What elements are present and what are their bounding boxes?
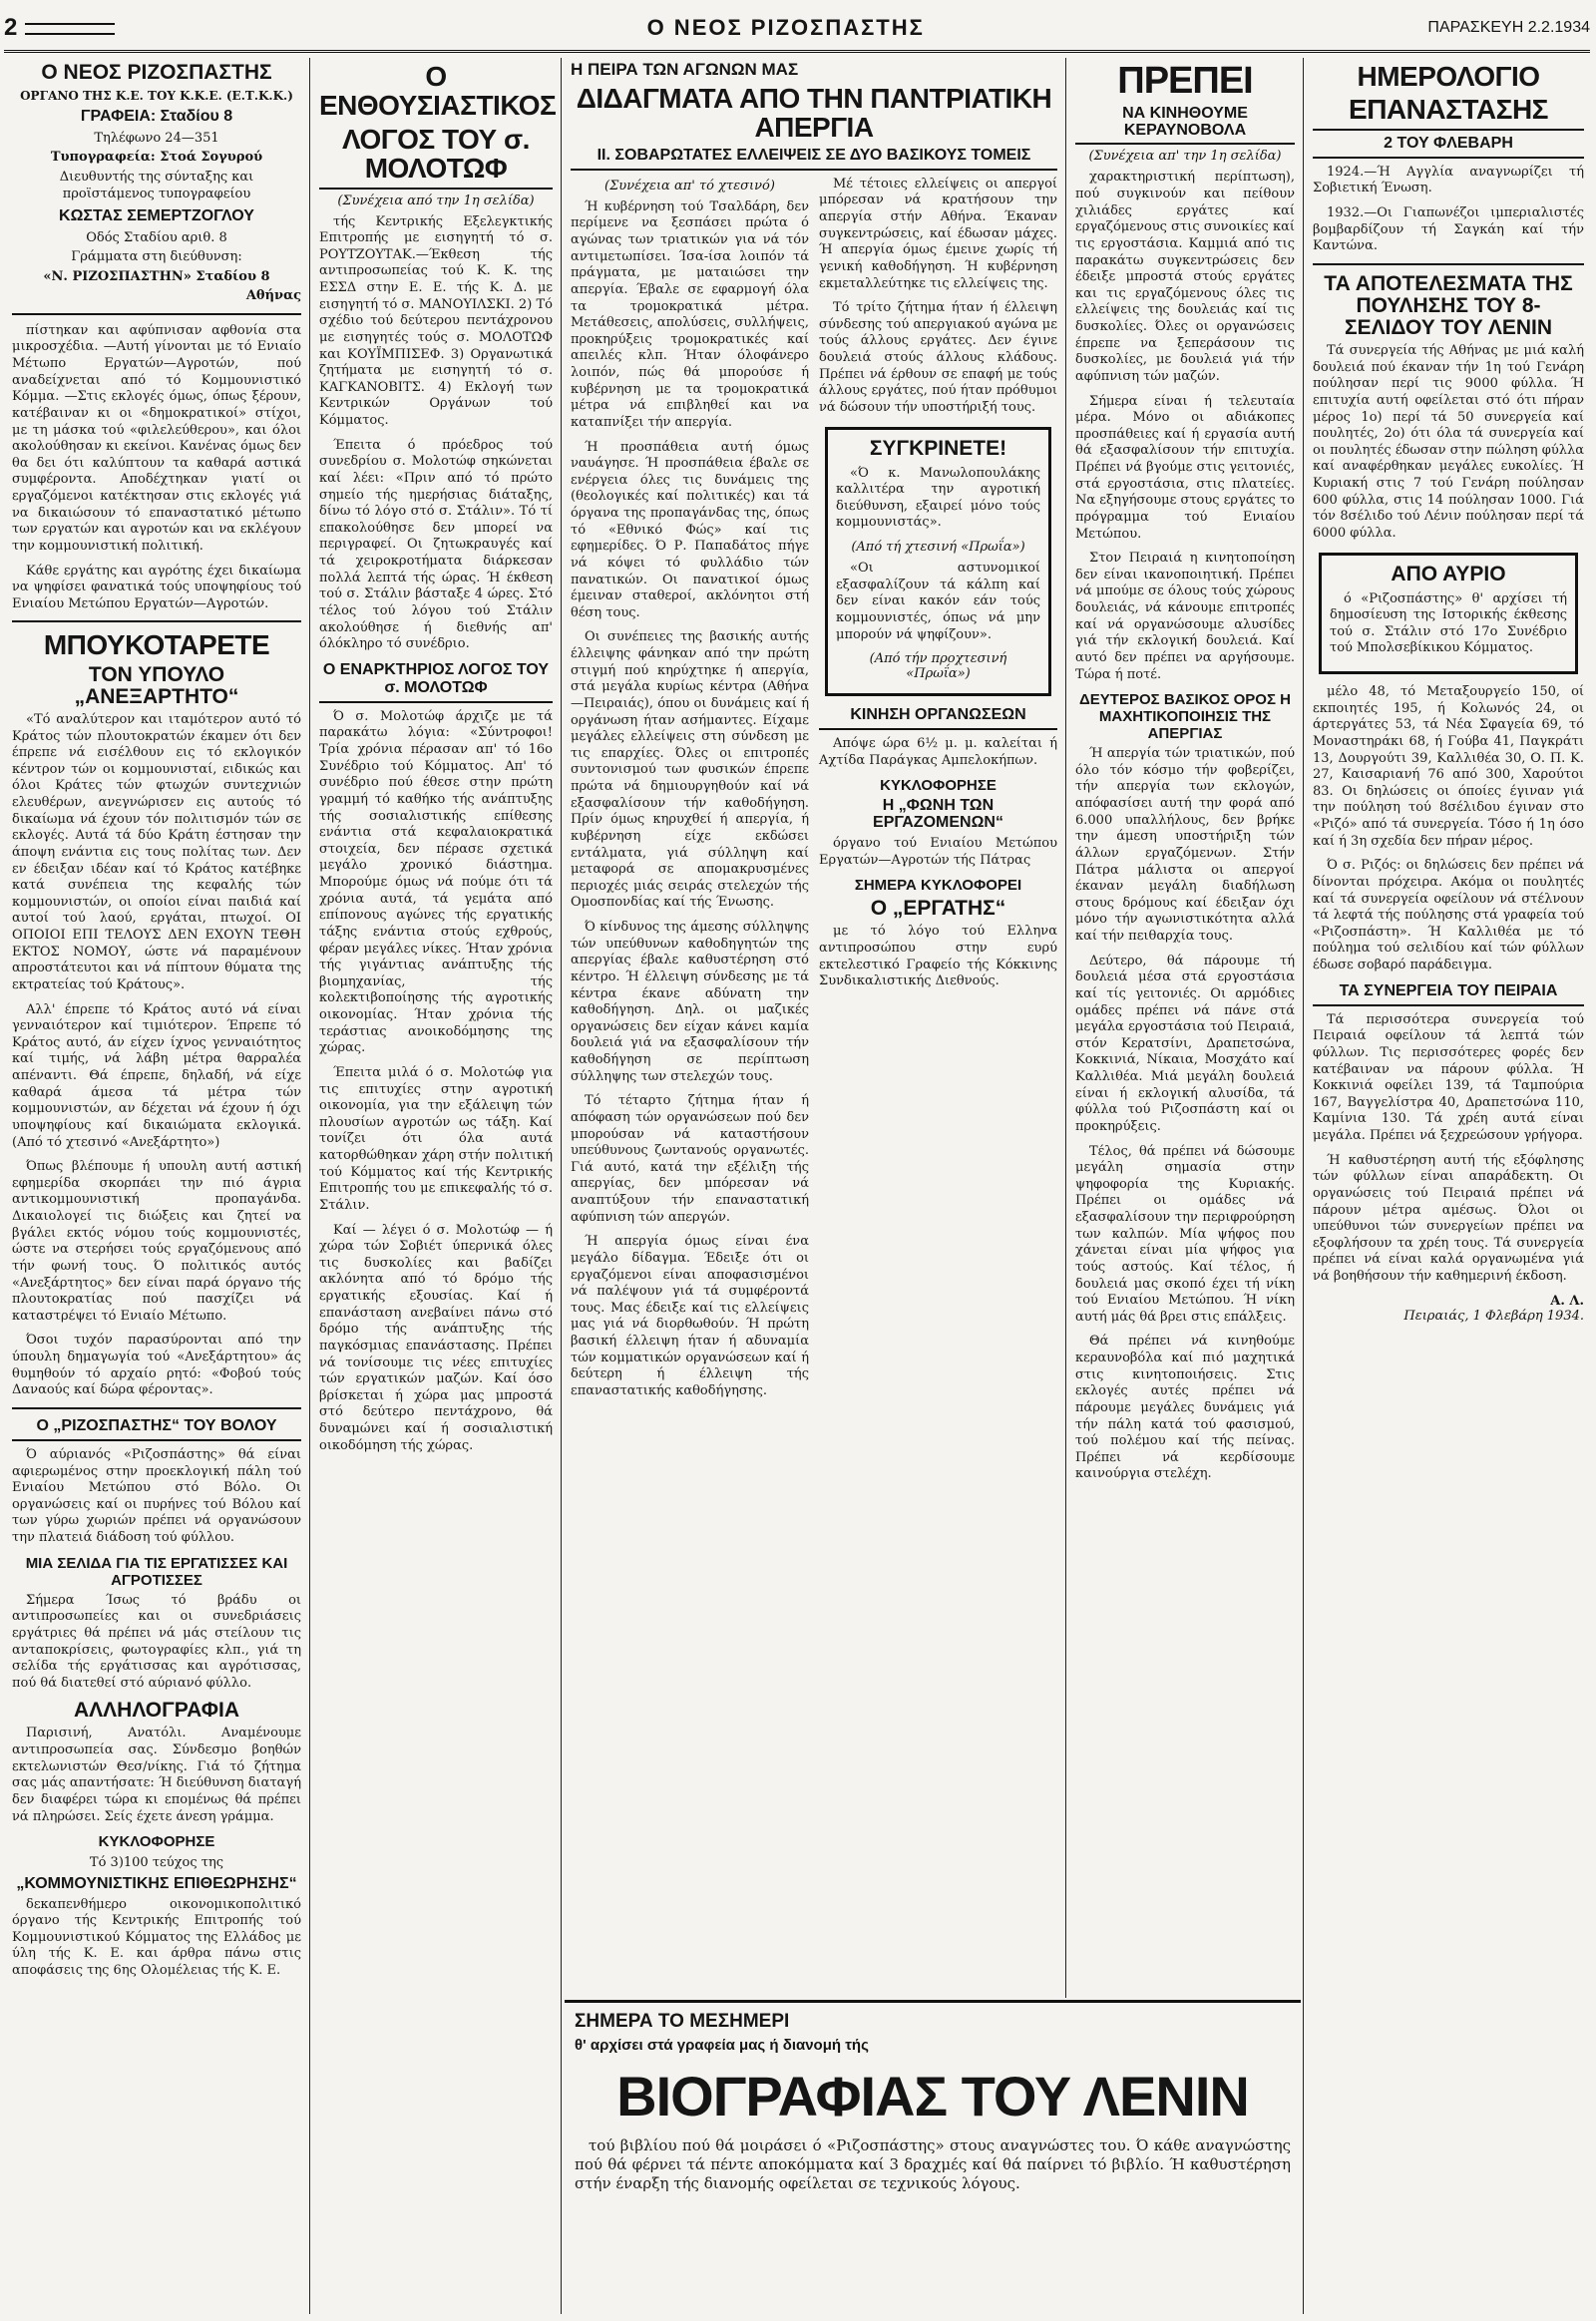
compare-box xyxy=(825,427,1051,697)
letters-headline: ΑΛΛΗΛΟΓΡΑΦΙΑ xyxy=(73,1699,240,1723)
article-text: Ό κίνδυνος της άμεσης σύλληψης τών υπεύθυνων καθοδηγητών της απεργίας έβαλε καθυστέρηση στό κέντρο. Ή έλλειψη σύνδεσης με τά κέντρα έκανε αδύνατη την καθοδήγηση. Δηλ. οι μαζικές οργανώσεις δεν είχαν κάνει καμία δουλειά γιά να εξασφαλίσουν τήν καθοδήγηση σε περίπτωση σύλληψης των στελεχών τους. xyxy=(571,920,809,1084)
paper-info-address: Οδός Σταδίου αριθ. 8 xyxy=(86,229,227,245)
column-2 xyxy=(313,58,559,2314)
divider xyxy=(12,313,301,315)
calendar-entry: 1932.—Οι Γιαπωνέζοι ιμπεριαλιστές βομβαρδίζουν τή Σαγκάη καί τήν Καντώνα. xyxy=(1313,205,1584,254)
quote-text: «Οι αστυνομικοί εξασφαλίζουν τά κάλπη καί δεν είναι κακόν εάν τούς κομμουνιστές, όπως νά μην μπορούν νά ψηφίζουν». xyxy=(836,561,1040,642)
announcement-text: τού βιβλίου πού θά μοιράσει ό «Ριζοσπάστης» στους αναγνώστες του. Ό κάθε αναγνώστης πού θά φέρνει τά πέντε αποκόμματα καί 3 δραχμές καί θά παίρνει τό βιβλίο. Ή καθυστέρηση στήν έναρξη τής διανομής οφείλεται σε τεχνικούς λόγους. xyxy=(575,2136,1291,2193)
calendar-headline: ΗΜΕΡΟΛΟΓΙΟ xyxy=(1357,61,1540,92)
article-text: Τά συνεργεία τής Αθήνας με μιά καλή δουλειά πού έκαναν τήν 1η τού Γενάρη πούλησαν περί τις 9000 φύλλα. Ή επιτυχία αυτή οφείλεται στό ότι πήραν μέρος 1ο) περί τά 50 συνεργεία καί πουλητές, 2ο) ότι όλα τά συνεργεία καί οι πουλητές έδωσαν στην πώληση φύλλα καί αναφέρθηκαν μεγάλες ευκολίες. Ή Κυριακή στις 7 τού Γενάρη πούλησαν 600 φύλλα, στις 14 πούλησαν 1000. Γιά τόν 8σέλιδο τού Λένιν πούλησαν περί τά 6000 φύλλα. xyxy=(1313,343,1584,541)
divider xyxy=(1313,263,1584,265)
released-title: „ΚΟΜΜΟΥΝΙΣΤΙΚΗΣ ΕΠΙΘΕΩΡΗΣΗΣ“ xyxy=(16,1874,297,1892)
article-text: Ή απεργία όμως είναι ένα μεγάλο δίδαγμα. Έδειξε ότι οι εργαζόμενοι είναι αποφασισμένοι νά παλέψουν γιά τά συμφέροντά τους. Μας έδειξε καί τις ελλείψεις μας γιά νά διορθωθούν. Ή πρώτη βασική έλλειψη ήταν ή αδυναμία τών κομματικών οργανώσεων καί ή δεύτερη ή έλλειψη τής επαναστατικής καθοδήγησης. xyxy=(571,1234,809,1398)
paper-info-director-label: Διευθυντής της σύνταξης και προϊστάμενος τυπογραφείου xyxy=(59,169,254,202)
column-5 xyxy=(1307,58,1590,2314)
volos-headline: Ο „ΡΙΖΟΣΠΑΣΤΗΣ“ ΤΟΥ ΒΟΛΟΥ xyxy=(12,1417,301,1441)
article-text: τής Κεντρικής Εξελεγκτικής Επιτροπής με εισηγητή τό σ. ΡΟΥΤΖΟΥΤΑΚ.—Έκθεση τής αντιπροσωπείας τού Κ. Κ. της ΕΣΣΔ στην Ε. Ε. τής Κ. Δ. με εισηγητή τό σ. ΜΑΝΟΥΙΛΣΚΙ. 2) Τό σχέδιο τού δεύτερου πεντάχρονου με εισηγητές τούς σ. ΜΟΛΟΤΩΦ και ΚΟΥΪΜΠΙΣΕΦ. 3) Οργανωτικά ζητήματα με εισηγητή τό σ. ΚΑΓΚΑΝΟΒΙΤΣ. 4) Εκλογή των Κεντρικών Οργάνων τού Κόμματος. xyxy=(319,213,553,429)
announcement-lead: θ' αρχίσει στά γραφεία μας ή διανομή τής xyxy=(575,2037,869,2054)
article-text: Τό τρίτο ζήτημα ήταν ή έλλειψη σύνδεσης τού απεργιακού αγώνα με τούς άλλους εργάτες. Δεν έγινε δουλειά στούς άλλους κλάδους. Πρέπει νά έρθουν σε επαφή με τούς άλλους εργάτες, πού ήταν πρόθυμοι νά δώσουν τήν υποστήριξή τους. xyxy=(819,300,1057,415)
issue-date: ΠΑΡΑΣΚΕΥΗ 2.2.1934 xyxy=(1427,19,1590,36)
masthead xyxy=(4,6,1590,53)
signature: Α. Λ. xyxy=(1550,1293,1584,1309)
mobilise-headline: ΠΡΕΠΕΙ xyxy=(1117,60,1253,102)
newspaper-name: Ο ΝΕΟΣ ΡΙΖΟΣΠΑΣΤΗΣ xyxy=(646,15,925,40)
results-headline: ΤΑ ΑΠΟΤΕΛΕΣΜΑΤΑ ΤΗΣ ΠΟΥΛΗΣΗΣ ΤΟΥ 8-ΣΕΛΙΔΟΥ ΤΟΥ ΛΕΝΙΝ xyxy=(1324,271,1573,339)
announcement-title: ΒΙΟΓΡΑΦΙΑΣ ΤΟΥ ΛΕΝΙΝ xyxy=(616,2065,1249,2128)
column-divider xyxy=(561,58,562,2314)
speech-headline: Ο ΕΝΑΡΚΤΗΡΙΟΣ ΛΟΓΟΣ ΤΟΥ σ. ΜΟΛΟΤΩΦ xyxy=(319,661,553,703)
column-divider xyxy=(1303,58,1304,2314)
article-text: Στον Πειραιά η κινητοποίηση δεν είναι ικανοποιητική. Πρέπει νά μπούμε σε όλους τούς χώρους δουλειάς, νά κάνουμε επιτροπές καί νά οργανώσουμε αλυσίδες γιά τήν εκλογική δουλειά. Καί αυτό δεν πρέπει να αργήσουμε. Τώρα ή ποτέ. xyxy=(1075,551,1295,682)
strike-article-right xyxy=(819,177,1057,1408)
paper-info-subtitle: ΟΡΓΑΝΟ ΤΗΣ Κ.Ε. ΤΟΥ Κ.Κ.Ε. (Ε.Τ.Κ.Κ.) xyxy=(20,89,293,104)
article-text: Σήμερα είναι ή τελευταία μέρα. Μόνο οι αδιάκοπες προσπάθειες καί ή εργασία αυτή θά εξασφαλίσουν τήν επιτυχία. Πρέπει νά βγούμε στις γειτονιές, στά εργοστάσια, στις πλατείες. Να εξηγήσουμε στους εργάτες το πρόγραμμα τού Ενιαίου Μετώπου. xyxy=(1075,393,1295,542)
divider xyxy=(12,620,301,622)
article-text: Απόψε ώρα 6½ μ. μ. καλείται ή Αχτίδα Παράγκας Αμπελοκήπων. xyxy=(819,736,1057,768)
article-text: χαρακτηριστική περίπτωση), πού συγκινούν και πείθουν χιλιάδες εργάτες καί εργαζόμενους στις συνοικίες καί τις εργοστάσια. Καμμιά από τις παρακάτω συγκεντρώσεις δεν έδειξε μπροστά στούς εργάτες και τις εργαζόμενους όλες τις ελλείψεις της δουλειάς καί τις δυσκολίες. Όλες οι οργανώσεις έπρεπε να ξεπεράσουν τις δυσκολίες, με δουλειά γιά τήν αφύπνιση τών μαζών. xyxy=(1075,170,1295,384)
paper-info-typography: Τυπογραφεία: Στοά Σογυρού xyxy=(50,150,263,166)
article-text: Ή καθυστέρηση αυτή τής εξόφλησης τών φύλλων είναι απαράδεκτη. Οι οργανώσεις τού Πειραιά πρέπει νά πάρουν μέτρα αμέσως. Όλοι οι υπεύθυνοι τών συνεργείων πρέπει να εξοφλήσουν τα χρέη τους. Τά συνεργεία πρέπει νά είναι καλά οργανωμένα γιά νά βοηθήσουν τήν καθημερινή έκδοση. xyxy=(1313,1152,1584,1285)
article-text: Ή απεργία τών τριατικών, πού όλο τόν κόσμο τήν φοβερίζει, τήν απεργία των εκλογών, απόφασίσει αυτή την φορά από 6.000 υπαλλήλους, δεν βρήκε την άμεση υποστήριξη τών άλλων εργαζόμενων. Στήν Πάτρα μάλιστα οι απεργοί έκαναν μεγάλη διαδήλωση στους δρόμους καί έδειξαν όχι μόνο τήν αγωνιστικότητα αλλά καί τήν πειθαρχία τους. xyxy=(1075,746,1295,945)
article-text: Μέ τέτοιες ελλείψεις οι απεργοί μπόρεσαν νά κρατήσουν την απεργία στήν Αθήνα. Έκαναν συγκεντρώσεις, καί έδωσαν μάχες. Ή απεργία όμως έμεινε χωρίς τή γενική καθοδήγηση. Ή κυβέρνηση εκμεταλλεύτηκε τις ελλείψεις της. xyxy=(819,176,1057,291)
boycott-headline: ΜΠΟΥΚΟΤΑΡΕΤΕ xyxy=(43,629,270,661)
lenin-biography-announcement xyxy=(565,2000,1301,2314)
paper-info-title: Ο ΝΕΟΣ ΡΙΖΟΣΠΑΣΤΗΣ xyxy=(41,61,272,84)
paper-info-letters-to: «Ν. ΡΙΖΟΣΠΑΣΤΗΝ» Σταδίου 8 xyxy=(43,268,270,284)
molotov-headline: Ο ΕΝΘΟΥΣΙΑΣΤΙΚΟΣ xyxy=(319,61,557,122)
article-text: με τό λόγο τού Ελληνα αντιπροσώπου στην ευρύ εκτελεστικό Γραφείο τής Κόκκινης Συνδικαλιστικής Διεθνούς. xyxy=(819,924,1057,989)
page-number: 2 xyxy=(4,14,144,42)
article-text: Ή κυβέρνηση τού Τσαλδάρη, δεν περίμενε να ξεσπάσει πρώτα ό αγώνας των τριατικών για νά τόν αντιμετωπίσει. Ίσα-ίσα λοιπόν τά πράγματα, με ματαιώσει την απεργία. Έβαλε σε εφαρμογή όλα τα τρομοκρατικά μέτρα. Μετάθεσεις, απολύσεις, συλλήψεις, προκηρύξεις τρομοκρατικές καί απειλές κλπ. Ήταν όλοφάνερο λοιπόν, πώς θά μπορούσε ή κυβέρνηση με τα τρομοκρατικά μέτρα νά επιβληθεί και να καταπνίξει τήν απεργία. xyxy=(571,198,809,430)
paper-info-letters: Γράμματα στη διεύθυνση: xyxy=(71,249,242,265)
article-text: όργανο τού Ενιαίου Μετώπου Εργατών—Αγροτών τής Πάτρας xyxy=(819,836,1057,868)
article-text: Τό τέταρτο ζήτημα ήταν ή απόφαση τών οργανώσεων πού δεν μπορούσαν νά καταστήσουν υπεύθυνους ζωντανούς οργανωτές. Γιά αυτό, κατά την εξέλιξη τής απεργίας, δεν μπόρεσαν νά αναπτύξουν τήν επαναστατική αφύπνιση τών απεργών. xyxy=(571,1093,809,1225)
article-text: Ό σ. Μολοτώφ άρχιζε με τά παρακάτω λόγια: «Σύντροφοι! Τρία χρόνια πέρασαν απ' τό 16ο Συνέδριο τού Κόμματος. Απ' τό συνέδριο πού έθεσε στην πρώτη γραμμή τό καθήκο τής ανάπτυξης τής σοσιαλιστικής επίθεσης ενάντια στά κεφαλαιοκρατικά στοιχεία, δεν πέρασε σχετικά μεγάλο χρονικό διάστημα. Μπορούμε όμως νά πούμε ότι τά χρόνια αυτά, τά γεμάτα από επίπονους αγώνες τής εργατικής τάξης ενάντια στούς εχθρούς, φέραν μεγάλες νίκες. Ήταν χρόνια τής γιγάντιας ανάπτυξης τής βιομηχανίας, τής κολεκτιβοποίησης τής αγροτικής οικονομίας. Ήταν χρόνια τής τεράστιας ανοικοδόμησης της χώρας. xyxy=(319,708,553,1056)
article-text: Τά περισσότερα συνεργεία τού Πειραιά οφείλουν τά λεπτά τών φύλλων. Τις περισσότερες φορές δεν κατέβαιναν να πάρουν φύλλα. Ή Κοκκινιά οφείλει 139, τά Ταμπούρια 167, Βαγγελίστρα 40, Δραπετσώνα 110, Καμίνια 130. Τά χρέη αυτά είναι μεγάλα. Πρέπει νά ξεχρεώσουν γρήγορα. xyxy=(1313,1011,1584,1144)
basic-term-headline: ΔΕΥΤΕΡΟΣ ΒΑΣΙΚΟΣ ΟΡΟΣ Η ΜΑΧΗΤΙΚΟΠΟΙΗΣΙΣ ΤΗΣ ΑΠΕΡΓΙΑΣ xyxy=(1079,691,1291,743)
article-text: Έπειτα μιλά ό σ. Μολοτώφ για τις επιτυχίες στην αγροτική οικονομία, για την εξάλειψη τών πλουσίων αγροτών ως τάξη. Καί τονίζει ότι όλα αυτά κατορθώθηκαν χάρη στήν πολιτική τού Κόμματος καί τής Κεντρικής Επιτροπής του με επικεφαλής τό σ. Στάλιν. xyxy=(319,1064,553,1213)
tomorrow-text: ό «Ριζοσπάστης» θ' αρχίσει τή δημοσίευση της Ιστορικής έκθεσης τού σ. Στάλιν στό 17ο Συνέδριο τού Μπολσεβίκικου Κόμματος. xyxy=(1330,590,1567,656)
section-kicker: Η ΠΕΙΡΑ ΤΩΝ ΑΓΩΝΩΝ ΜΑΣ xyxy=(571,60,799,79)
announcement-kicker: ΣΗΜΕΡΑ ΤΟ ΜΕΣΗΜΕΡΙ xyxy=(575,2011,790,2032)
tomorrow-headline: ΑΠΟ ΑΥΡΙΟ xyxy=(1391,562,1506,585)
paper-info-offices: ΓΡΑΦΕΙΑ: Σταδίου 8 xyxy=(80,108,233,126)
article-text: Θά πρέπει νά κινηθούμε κεραυνοβόλα καί πιό μαχητικά στις κινητοποιήσεις. Στις εκλογές αυτές πρέπει νά πάρουμε μεγάλες δυνάμεις γιά τήν πάλη κατά τού φασισμού, τού πολέμου καί τής πείνας. Πρέπει νά κερδίσουμε καινούργια στελέχη. xyxy=(1075,1334,1295,1482)
strike-subheadline: II. ΣΟΒΑΡΩΤΑΤΕΣ ΕΛΛΕΙΨΕΙΣ ΣΕ ΔΥΟ ΒΑΣΙΚΟΥΣ ΤΟΜΕΙΣ xyxy=(571,147,1057,171)
strike-article-left xyxy=(571,177,809,1408)
strike-article xyxy=(571,177,1057,1408)
article-text: Σήμερα Ίσως τό βράδυ οι αντιπροσωπείες και οι συνεδριάσεις εργάτριες θά πρέπει νά μάς στείλουν τις ανταποκρίσεις, φωτογραφίες κλπ., γιά τη σελίδα τής εργάτισσας και αγρότισσας, πού θά διατεθεί στό αύριανό φύλλο. xyxy=(12,1592,301,1691)
paper-info-city: Αθήνας xyxy=(245,288,301,304)
released-text: Τό 3)100 τεύχος της xyxy=(89,1855,224,1871)
compare-headline: ΣΥΓΚΡΙΝΕΤΕ! xyxy=(869,436,1007,460)
article-text: Κάθε εργάτης και αγρότης έχει δικαίωμα να ψηφίσει φανατικά τούς υποψηφίους τού Ενιαίου Μετώπου Εργατών—Αγροτών. xyxy=(12,563,301,611)
article-text: Δεύτερο, θά πάρουμε τή δουλειά μέσα στά εργοστάσια καί τίς γειτονιές. Οι αρμόδιες ομάδες πρέπει νά πάνε στά μεγάλα εργοστάσια τού Πειραιά, στόν Κερατσίνι, Δραπετσώνα, Κοκκινιά, Νίκαια, Μοσχάτο καί Καλλιθέα. Μιά μεγάλη δουλειά είναι ή εκλογική αλυσίδα, τά φύλλα τού Ριζοσπάστη καί οι προκηρύξεις. xyxy=(1075,953,1295,1134)
article-text: Ό σ. Ριζός: οι δηλώσεις δεν πρέπει νά δίνονται πρόχειρα. Ακόμα οι πουλητές καί τά συνεργεία οφείλουν νά στέλνουν τά λεφτά τής πούλησης στά γραφεία τού «Ριζοσπάστη». Ή Καλλιθέα με τό πούλημα τού σελιδίου καί τών φύλλων έδωσε σοβαρό παράδειγμα. xyxy=(1313,858,1584,973)
calendar-entry: 1924.—Ή Αγγλία αναγνωρίζει τή Σοβιετική Ένωση. xyxy=(1313,164,1584,196)
article-text: Έπειτα ό πρόεδρος τού συνεδρίου σ. Μολοτώφ σηκώνεται καί λέει: «Πριν από τό πρώτο σημείο τής ημερήσιας διάταξης, δίνω τό λόγο στό σ. Στάλιν». Τό τί επακολούθησε δεν μπορεί να περιγραφεί. Οι ζητωκραυγές καί τά χειροκροτήματα διάρκεσαν πολλά λεπτά τής ώρας. Ή έκθεση τού σ. Στάλιν βάσταξε 4 ώρες. Στό τέλος τού λόγου τού Στάλιν ακολούθησε ή διεθνής απ' όλόκληρο τό συνέδριο. xyxy=(319,437,553,652)
article-text: Καί — λέγει ό σ. Μολοτώφ — ή χώρα τών Σοβιέτ ύπερνικά όλες τις δυσκολίες και βαδίζει ακλόνητα από τό δρόμο τής εργατικής εξουσίας. Καί ή επανάσταση ανεβαίνει πάνω στό δρόμο τής ανάπτυξης τής παγκόσμιας επανάστασης. Πρέπει νά τονίσουμε τις νέες επιτυχίες τών εργατικών μαζών. Καί όσο βρίσκεται ή χώρα μας μπροστά στό δεύτερο πεντάχρονο, θά δυναμώνει καί ή σοσιαλιστική οικοδόμηση τής χώρας. xyxy=(319,1222,553,1453)
calendar-date: 2 ΤΟΥ ΦΛΕΒΑΡΗ xyxy=(1313,135,1584,159)
article-text: Ή προσπάθεια αυτή όμως ναυάγησε. Ή προσπάθεια έβαλε σε ενέργεια όλες τις δυνάμεις της (θεολογικές καί πολιτικές) και τά όργανα της προπαγάνδας της, όπως τό «Εθνικό Φώς» καί τις εφημερίδες. Ό Ρ. Παπαδάτος πήγε νά κόψει τό φυλλάδιο τών πανατικών. Οι πανατικοί όμως έμειναν σταθεροί, ακλόνητοι στή θέση τους. xyxy=(571,439,809,620)
article-text: Τέλος, θά πρέπει νά δώσουμε μεγάλη σημασία στην ψηφοφορία της Κυριακής. Πρέπει οι ομάδες νά εξασφαλίσουν την περιφρούρηση των καλπών. Μία ψήφος που χάνεται είναι μία ψήφος για τούς αστούς. Καί τέλος, ή δουλειά μας σκοπό έχει τή νίκη τού Ενιαίου Μετώπου. Ή νίκη αυτή μάς θά βρει στις επάλξεις. xyxy=(1075,1143,1295,1325)
released-label: ΚΥΚΛΟΦΟΡΗΣΕ xyxy=(98,1833,215,1851)
quote-source: (Από τή χτεσινή «Πρωΐα») xyxy=(851,540,1025,556)
molotov-headline-2: ΛΟΓΟΣ ΤΟΥ σ. ΜΟΛΟΤΩΦ xyxy=(319,125,553,190)
column-divider xyxy=(1065,58,1066,1998)
column-1 xyxy=(6,58,307,2314)
boycott-subheadline: ΤΟΝ ΥΠΟΥΛΟ „ΑΝΕΞΑΡΤΗΤΟ“ xyxy=(74,662,239,708)
piraeus-headline: ΤΑ ΣΥΝΕΡΓΕΙΑ ΤΟΥ ΠΕΙΡΑΙΑ xyxy=(1313,982,1584,1006)
quote-source: (Από τήν προχτεσινή «Πρωΐα») xyxy=(869,651,1007,682)
strike-headline: ΔΙΔΑΓΜΑΤΑ ΑΠΟ ΤΗΝ ΠΑΝΤΡΙΑΤΙΚΗ ΑΠΕΡΓΙΑ xyxy=(576,83,1052,144)
continuation-note: (Συνέχεια απ' τό χτεσινό) xyxy=(604,178,775,193)
women-headline: ΜΙΑ ΣΕΛΙΔΑ ΓΙΑ ΤΙΣ ΕΡΓΑΤΙΣΣΕΣ ΚΑΙ ΑΓΡΟΤΙΣΣΕΣ xyxy=(25,1554,288,1589)
article-text: Παρισινή, Ανατόλι. Αναμένουμε αντιπροσωπεία σας. Σύνδεσμο βοηθών εκτελωνιστών Θεσ/νίκης. Γιά τό ζήτημα σας μάς απαντήσατε: Ή διεύθυνση διαταγή δεν διαφέρει τώρα κι επομένως θά πρέπει νά πληρώσει. Σείς έχετε άνεση γράμμα. xyxy=(12,1726,301,1824)
calendar-headline-2: ΕΠΑΝΑΣΤΑΣΗΣ xyxy=(1313,95,1584,130)
released-label: ΚΥΚΛΟΦΟΡΗΣΕ xyxy=(880,777,997,795)
continuation-note: (Συνέχεια από την 1η σελίδα) xyxy=(337,193,535,208)
article-text: «Τό αναλύτερον και ιταμότερον αυτό τό Κράτος τών πλουτοκρατών έκαμεν ότι δεν έπρεπε νά εισέλθουν εις τό εκλογικόν κέντρον τών οι κομμουνισταί, ειδικώς και όλοι Κράτες τών φτωχών συντεχνιών ελευθέρων, ανεγνώρισεν εις αυτούς τό δικαίωμα νά έχουν τόν πολιτισμόν τών σε εκλογές. Αυτά τά δύο Κράτη έστησαν την άποψη ενάντια εις τους πολίτας των. Δεν εν έδειξαν ιδέαν καί τό Κράτος κατέβηκε κατά συνέπεια της κεφαλής τών κομμουνιστών, οι οποίοι είναι παιδιά καί αυτοί τού λαού, εργάται, πτωχοί. ΟΙ ΟΠΟΙΟΙ ΕΠΙ ΤΕΛΟΥΣ ΔΕΝ ΕΧΟΥΝ ΤΕΘΗ ΕΚΤΟΣ ΝΟΜΟΥ, ώστε νά παραμένουν απροστάτευτοι και νά πίπτουν θύματα της εκτρατείας τού Κράτους». xyxy=(12,711,301,992)
tomorrow-box xyxy=(1319,553,1578,675)
divider xyxy=(12,1407,301,1409)
article-text: μέλο 48, τό Μεταξουργείο 150, οί εκποιητές 195, ή Κολωνός 24, οι άρτεργάτες 53, τά Νέα Σφαγεία 69, τό Μοναστηράκι 68, ή Γούβα 41, Παγκράτι 13, Δουργούτι 39, Καλλιθέα 30, Ο. Π. Κ. 27, Καισαριανή 76 από 300, Χαρούτοι 83. Οι δηλώσεις οι όποίες έγιναν γιά την πούληση τού 8σέλιδου έγιναν στο «Ριζό» από τά συνεργεία. Τόσο ή 1η όσο καί ή 3η σχεδία δεν πήραν μέρος. xyxy=(1313,684,1584,849)
phoni-title: Η „ΦΩΝΗ ΤΩΝ ΕΡΓΑΖΟΜΕΝΩΝ“ xyxy=(873,797,1003,832)
signature-place: Πειραιάς, 1 Φλεβάρη 1934. xyxy=(1403,1308,1584,1324)
organisations-headline: ΚΙΝΗΣΗ ΟΡΓΑΝΩΣΕΩΝ xyxy=(819,706,1057,730)
article-text: Όπως βλέπουμε ή υπουλη αυτή αστική εφημερίδα σκορπάει την πιό άγρια αντικομμουνιστική προπαγάνδα. Δικαιολογεί τις διώξεις και ζητεί να βγάλει εκτός νόμου τούς κομμουνιστές, ώστε να στερήσει τούς εργαζόμενους από τήν φωνή τους. Ό πολιτικός αυτός «Ανεξάρτητος» δεν είναι παρά όργανο τής πλουτοκρατίας πού πασχίζει νά καταστρέψει τό Ενιαίο Μέτωπο. xyxy=(12,1159,301,1324)
column-4 xyxy=(1069,58,1301,1998)
article-text: δεκαπενθήμερο οικονομικοπολιτικό όργανο τής Κεντρικής Επιτροπής τού Κομμουνιστικού Κόμματος της Ελλάδος με ύλη τής Κ. Ε. και άρθρα πάνω στις αποφάσεις της 6ης Ολομέλειας τής Κ. Ε. xyxy=(12,1896,301,1979)
ergatis-title: Ο „ΕΡΓΑΤΗΣ“ xyxy=(870,897,1006,921)
article-text: Αλλ' έπρεπε τό Κράτος αυτό νά είναι γενναιότερον καί τιμιότερον. Έπρεπε τό Κράτος αυτό, άν είχεν ίχνος γενναιότητος καί τιμής, νά λάβη μέτρα θαρραλέα απέναντι. Θά έπρεπε, δηλαδή, νά είχε καθαρά άμεσα τά μέτρα τών κομμουνιστών, αν δέχεται νά έχουν ή όχι υποψηφίους καί δικαιώματα εκλογικά. (Από τό χτεσινό «Ανεξάρτητο») xyxy=(12,1001,301,1150)
column-3 xyxy=(565,58,1063,1998)
article-text: Όσοι τυχόν παρασύρονται από την ύπουλη δημαγωγία τού «Ανεξάρτητου» άς θυμηθούν τό αρχαίο ρητό: «Φοβού τούς Δαναούς καί δώρα φέροντας». xyxy=(12,1333,301,1398)
paper-info-director: ΚΩΣΤΑΣ ΣΕΜΕΡΤΖΟΓΛΟΥ xyxy=(59,207,254,225)
mobilise-subheadline: ΝΑ ΚΙΝΗΘΟΥΜΕ ΚΕΡΑΥΝΟΒΟΛΑ xyxy=(1075,106,1295,146)
quote-text: «Ό κ. Μανωλοπουλάκης καλλιτέρα την αγροτική διεύθυνση, εξαιρεί μόνο τούς κομμουνιστάς». xyxy=(836,465,1040,531)
continuation-note: (Συνέχεια απ' την 1η σελίδα) xyxy=(1088,149,1282,165)
column-divider xyxy=(309,58,310,2314)
article-text: Ό αύριανός «Ριζοσπάστης» θά είναι αφιερωμένος στην προεκλογική πάλη τού Ενιαίου Μετώπου στό Βόλο. Οι οργανώσεις καί οι πυρήνες τού Βόλου καί των γύρω χωριών πρέπει νά οργανώσουν την πλατειά διάδοση τού φύλλου. xyxy=(12,1446,301,1546)
today-label: ΣΗΜΕΡΑ ΚΥΚΛΟΦΟΡΕΙ xyxy=(854,877,1022,895)
article-text: Οι συνέπειες της βασικής αυτής έλλειψης φάνηκαν από την πρώτη στιγμή πού κηρύχτηκε ή απεργία, στά μεγάλα κυρίως κέντρα (Αθήνα—Πειραιάς), όπου οι δυνάμεις καί ή οργάνωση ήταν ασήμαντες. Είχαμε μεγάλες ελλείψεις στη σύνδεση με τις επαρχίες. Όλες οι επιτροπές συντονισμού των φυσικών έπρεπε πρώτα νά δημιουργηθούν καί νά εξασφαλίσουν τήν καθοδήγηση. Πρίν όμως κηρυχθεί ή απεργία, ή κυβέρνηση είχε εκδώσει εντάλματα, γιά σύλληψη καί μεταφορά σε απομακρυσμένες περιοχές μιάς σειράς στελεχών τής Ομοσπονδίας καί τής Ένωσης. xyxy=(571,629,809,911)
article-text: πίστηκαν και αφύπνισαν αφθονία στα μικροσχέδια. —Αυτή γίνονται με τό Ενιαίο Μέτωπο Εργατών—Αγροτών, πού αναδείχνεται από τό Κομμουνιστικό Κόμμα. —Στις εκλογές όμως, όπως ξέρουν, κατέβαιναν κι οι «δημοκρατικοί» στίχοι, με τη μάσκα τού «φιλελεύθερου», και όλοι ακολούθησαν κι εκείνοι. Κανένας όμως δεν θα δει ότι καλύπτουν τα καθαρά αστικά συμφέροντα. Αποδέχτηκαν γιατί οι εργαζόμενοι κατέκτησαν στις εκλογές γιά να δικαιώσουν τό επαναστατικό μέτωπο των εργατών και αγροτών και να εκλέγουν την κομμουνιστική πολιτική. xyxy=(12,322,301,554)
paper-info-phone: Τηλέφωνο 24—351 xyxy=(94,130,219,146)
